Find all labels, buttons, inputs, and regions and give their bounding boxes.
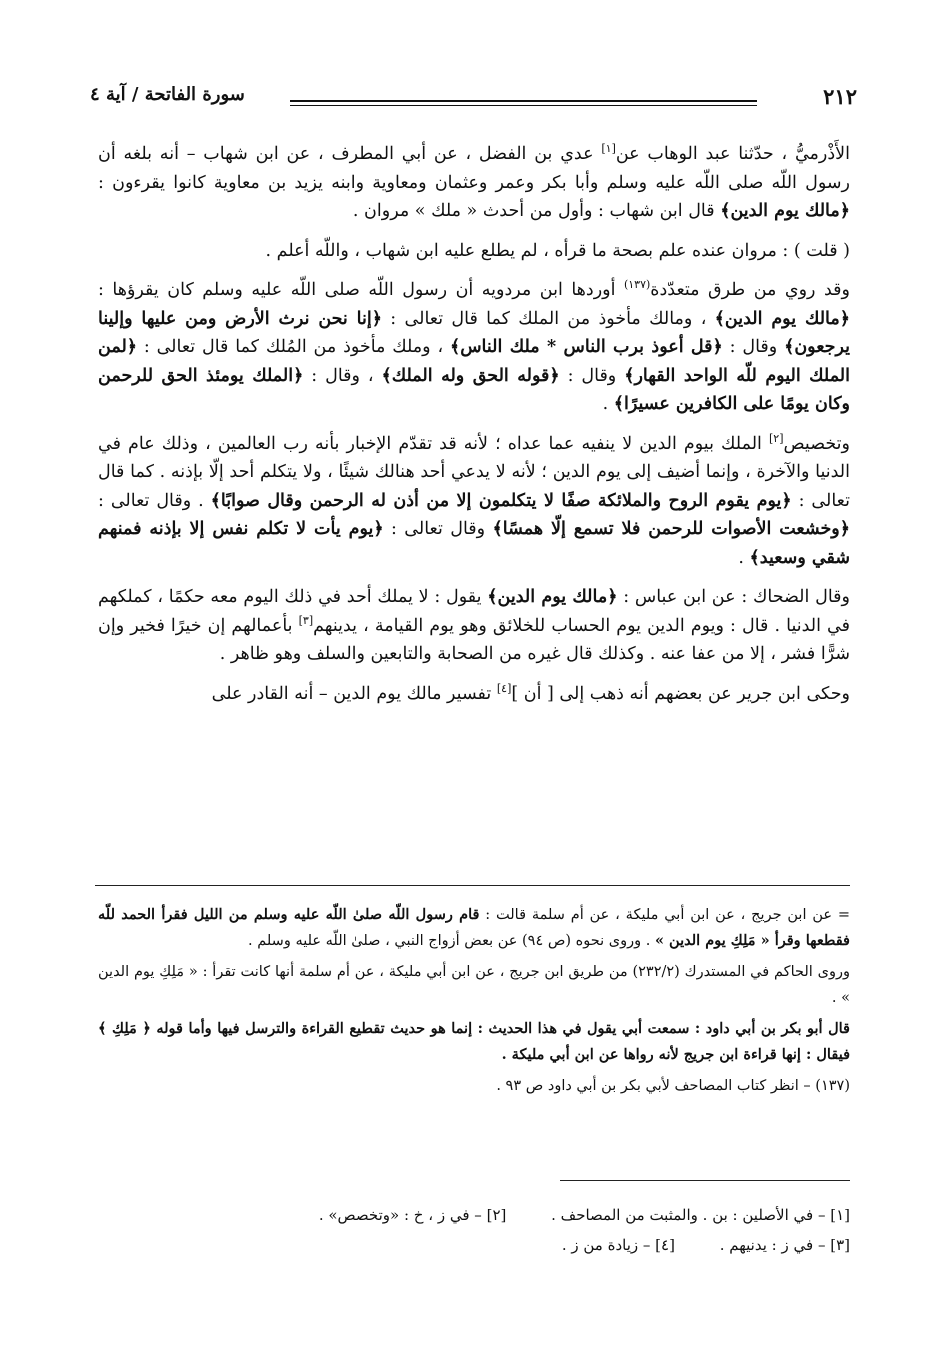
footnote-marker: [١] <box>601 142 616 156</box>
footnote-3: قال أبو بكر بن أبي داود : سمعت أبي يقول في هذا الحديث : إنما هو حديث تقطيع القراءة والترسل فيها وأما قوله ﴿ مَلِكِ ﴾ فيقال : إنها قراءة ابن جريج لأنه رواها عن ابن أبي مليكة . <box>98 1020 850 1063</box>
quran-quote: ﴿وخشعت الأصوات للرحمن فلا تسمع إلّا همسًا﴾ <box>492 519 850 539</box>
header-rule-thin <box>290 105 757 106</box>
quran-quote: ﴿يوم يأت لا تكلم نفس إلا بإذنه فمنهم شقي وسعيد﴾ <box>98 519 850 568</box>
page-number: ٢١٢ <box>823 84 857 109</box>
variants-row <box>98 1200 850 1230</box>
paragraph-1: الأَذْرميُّ ، حدّثنا عبد الوهاب عن[١] عدي بن الفضل ، عن أبي المطرف ، عن ابن شهاب – أنه بلغه أن رسول اللّه صلى اللّه عليه وسلم وأبا بكر وعمر وعثمان ومعاوية وابنه يزيد بن معاوية كانوا يقرءون : ﴿مالك يوم الدين﴾ قال ابن شهاب : وأول من أحدث « ملك » مروان . <box>98 142 851 221</box>
surah-reference: سورة الفاتحة / آية ٤ <box>90 84 245 105</box>
paragraph-5: وقال الضحاك : عن ابن عباس : ﴿مالك يوم الدين﴾ يقول : لا يملك أحد في ذلك اليوم معه حكمًا ، كملكهم في الدنيا . قال : ويوم الدين يوم الحساب للخلائق وهو يوم القيامة ، يدينهم[٣] بأعمالهم إن خيرًا فخير وإن شرًّا فشر ، إلا من عفا عنه . وكذلك قال غيره من الصحابة والتابعين والسلف وهو ظاهر . <box>98 587 850 664</box>
quran-quote: ﴿يوم يقوم الروح والملائكة صفًا لا يتكلمون إلا من أذن له الرحمن وقال صوابًا﴾ <box>210 490 792 511</box>
paragraph-3: وقد روي من طرق متعدّدة$^{(١٣٧)}$ أوردها ابن مردويه أن رسول اللّه صلى اللّه عليه وسلم كان يقرؤها : ﴿مالك يوم الدين﴾ ، ومالك مأخوذ من الملك كما قال تعالى : ﴿إنا نحن نرث الأرض ومن عليها وإلينا يرجعون﴾ وقال : ﴿قل أعوذ برب الناس * ملك الناس﴾ ، وملك مأخوذ من المُلك كما قال تعالى : ﴿لمن الملك اليوم للّه الواحد القهار﴾ وقال : ﴿قوله الحق وله الملك﴾ ، وقال : ﴿الملك يومئذ الحق للرحمن وكان يومًا على الكافرين عسيرًا﴾ . <box>98 278 851 414</box>
variant-3: [٣] – في ز : يدنيهم . <box>719 1236 850 1254</box>
paragraph-6: وحكى ابن جرير عن بعضهم أنه ذهب إلى [ أن ][٤] تفسير مالك يوم الدين – أنه القادر على <box>211 681 850 704</box>
footnote-marker: [٤] <box>496 681 512 695</box>
footnote-1: = عن ابن جريج ، عن ابن أبي مليكة ، عن أم سلمة قالت : قام رسول اللّه صلىٰ اللّه عليه وسلم من الليل فقرأ الحمد للّه فقطعها وقرأ « مَلِكِ يوم الدين » . وروى نحوه (ص ٩٤) عن بعض أزواج النبي ، صلىٰ اللّه عليه وسلم . <box>98 906 850 949</box>
footnote-marker: [٢] <box>768 431 784 445</box>
quran-quote: ﴿لمن الملك اليوم للّه الواحد القهار﴾ <box>98 337 851 386</box>
quran-quote: ﴿مالك يوم الدين﴾ <box>487 587 618 607</box>
quran-quote: ﴿مالك يوم الدين﴾ <box>720 201 850 221</box>
quran-quote: ﴿قل أعوذ برب الناس * ملك الناس﴾ <box>449 337 723 357</box>
paragraph-2: ( قلت ) : مروان عنده علم بصحة ما قرأه ، لم يطلع عليه ابن شهاب ، واللّه أعلم . <box>265 240 850 261</box>
variant-2: [٢] – في ز ، خ : «وتخصص» . <box>318 1206 507 1224</box>
footnote-2: وروى الحاكم في المستدرك (٢٣٢/٢) من طريق ابن جريج ، عن ابن أبي مليكة ، عن أم سلمة أنها كانت تقرأ : « مَلِكِ يوم الدين » . <box>98 964 850 1006</box>
quran-quote: ﴿الملك يومئذ الحق للرحمن وكان يومًا على الكافرين عسيرًا﴾ <box>98 365 850 414</box>
footnote-separator <box>95 885 850 886</box>
page-header <box>90 84 857 114</box>
variants-row <box>98 1230 850 1260</box>
variant-1: [١] – في الأصلين : بن . والمثبت من المصاحف . <box>551 1206 850 1224</box>
quran-quote: ﴿قوله الحق وله الملك﴾ <box>381 365 560 386</box>
main-text <box>98 140 850 719</box>
footnotes <box>98 902 850 1104</box>
variants-separator <box>560 1180 850 1181</box>
footnote-4: (١٣٧) – انظر كتاب المصاحف لأبي بكر بن أبي داود ص ٩٣ . <box>496 1078 850 1094</box>
variant-4: [٤] – زيادة من ز . <box>561 1236 675 1254</box>
footnote-marker: (١٣٧) <box>623 278 651 292</box>
quran-quote: ﴿مالك يوم الدين﴾ <box>714 308 850 329</box>
textual-variants <box>98 1200 850 1260</box>
header-rule <box>290 100 757 102</box>
footnote-marker: [٣] <box>298 613 314 627</box>
paragraph-4: وتخصيص[٢] الملك بيوم الدين لا ينفيه عما عداه ؛ لأنه قد تقدّم الإخبار بأنه رب العالمين ، وذلك عام في الدنيا والآخرة ، وإنما أضيف إلى يوم الدين ؛ لأنه لا يدعي أحد هنالك شيئًا ، ولا يتكلم أحد إلّا بإذنه . كما قال تعالى : ﴿يوم يقوم الروح والملائكة صفًا لا يتكلمون إلا من أذن له الرحمن وقال صوابًا﴾ . وقال تعالى : ﴿وخشعت الأصوات للرحمن فلا تسمع إلّا همسًا﴾ وقال تعالى : ﴿يوم يأت لا تكلم نفس إلا بإذنه فمنهم شقي وسعيد﴾ . <box>98 431 850 568</box>
quran-quote: ﴿إنا نحن نرث الأرض ومن عليها وإلينا يرجعون﴾ <box>98 308 850 357</box>
